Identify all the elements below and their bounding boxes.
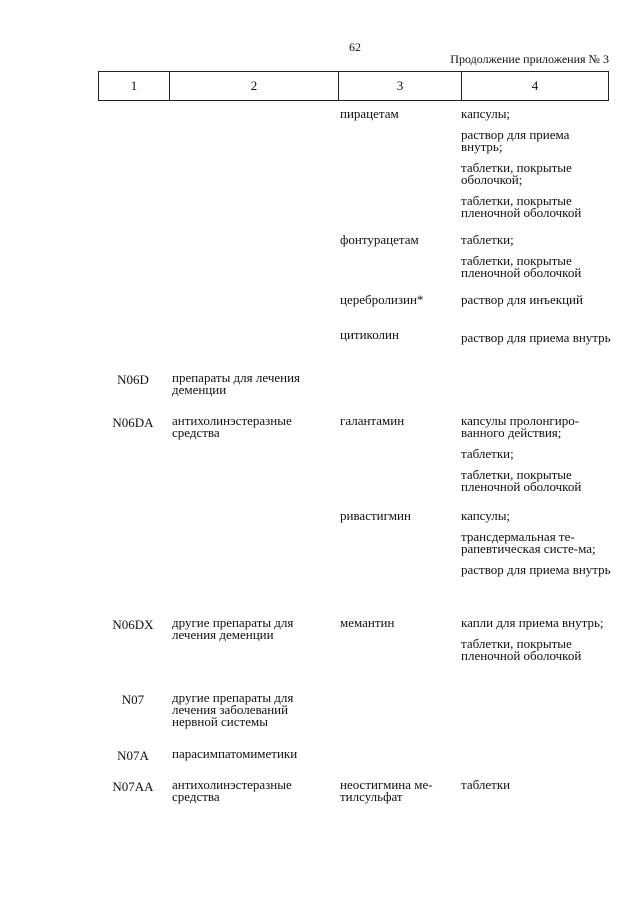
dosage-form: таблетки, покрытые пленочной оболочкой <box>461 636 582 663</box>
dosage-form: таблетки, покрытые пленочной оболочкой <box>461 253 582 280</box>
atc-code: N06DA <box>112 415 154 430</box>
group-name: другие препараты для лечения заболеваний нервной системы <box>172 690 294 729</box>
dosage-forms <box>461 510 611 576</box>
group-name: парасимпатомиметики <box>172 746 298 761</box>
column-header-3: 3 <box>339 72 462 100</box>
atc-code: N06D <box>117 372 149 387</box>
column-header-4: 4 <box>531 78 539 93</box>
drug-name: неостигмина ме-тилсульфат <box>340 777 433 804</box>
group-name: препараты для лечения деменции <box>172 370 301 397</box>
dosage-form: трансдермальная те-рапевтическая систе-ма; <box>461 529 596 556</box>
atc-code: N07AA <box>112 779 154 794</box>
drug-name: церебролизин* <box>340 292 424 307</box>
dosage-form: таблетки; <box>461 232 514 247</box>
group-name: антихолинэстеразные средства <box>172 777 292 804</box>
dosage-forms <box>461 108 611 219</box>
dosage-form: таблетки, покрытые пленочной оболочкой <box>461 467 582 494</box>
page-number: 62 <box>349 40 361 54</box>
dosage-forms <box>461 617 611 662</box>
drug-name: галантамин <box>340 413 405 428</box>
dosage-form: капсулы; <box>461 508 511 523</box>
atc-code: N07 <box>121 692 145 707</box>
table-header <box>98 71 609 101</box>
dosage-form: капсулы; <box>461 106 511 121</box>
atc-code: N07A <box>117 748 149 763</box>
dosage-form: таблетки <box>461 777 511 792</box>
dosage-form: раствор для приема внутрь <box>461 562 611 577</box>
dosage-form: таблетки, покрытые пленочной оболочкой <box>461 193 582 220</box>
column-header-2: 2 <box>170 72 339 100</box>
dosage-forms <box>461 415 611 493</box>
dosage-form: раствор для приема внутрь; <box>461 127 570 154</box>
drug-name: мемантин <box>340 615 395 630</box>
dosage-forms <box>461 779 611 791</box>
dosage-forms <box>461 329 611 347</box>
group-name: другие препараты для лечения деменции <box>172 615 294 642</box>
dosage-form: раствор для инъекций <box>461 292 583 307</box>
drug-name: цитиколин <box>340 327 399 342</box>
drug-name: фонтурацетам <box>340 232 419 247</box>
column-header-1: 1 <box>99 72 170 100</box>
dosage-form: таблетки; <box>461 446 514 461</box>
dosage-form: таблетки, покрытые оболочкой; <box>461 160 572 187</box>
drug-name: пирацетам <box>340 106 399 121</box>
group-name: антихолинэстеразные средства <box>172 413 292 440</box>
drug-name: ривастигмин <box>340 508 411 523</box>
dosage-forms <box>461 294 611 306</box>
dosage-forms <box>461 234 611 279</box>
dosage-form: капли для приема внутрь; <box>461 615 604 630</box>
dosage-form: раствор для приема внутрь <box>461 330 611 345</box>
dosage-form: капсулы пролонгиро-ванного действия; <box>461 413 580 440</box>
atc-code: N06DX <box>112 617 154 632</box>
appendix-label: Продолжение приложения № 3 <box>450 52 609 66</box>
